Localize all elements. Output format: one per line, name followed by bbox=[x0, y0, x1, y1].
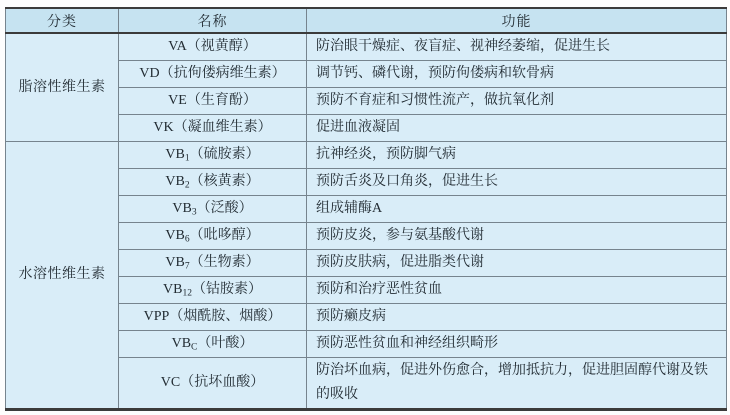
name-cell bbox=[119, 196, 307, 223]
name-cell bbox=[119, 142, 307, 169]
name-cell bbox=[119, 33, 307, 61]
vitamin-table bbox=[5, 7, 727, 411]
function-cell: 预防舌炎及口角炎，促进生长 bbox=[307, 169, 727, 196]
header-category: 分类 bbox=[6, 8, 119, 33]
vitamin-common-name: （吡哆醇） bbox=[189, 228, 260, 243]
vitamin-symbol: VB bbox=[165, 228, 185, 243]
vitamin-symbol: VB bbox=[165, 174, 185, 189]
table-header-row bbox=[6, 8, 727, 33]
function-cell: 抗神经炎，预防脚气病 bbox=[307, 142, 727, 169]
vitamin-subscript: 2 bbox=[184, 180, 190, 191]
name-cell bbox=[119, 115, 307, 142]
function-cell: 防治坏血病，促进外伤愈合，增加抵抗力，促进胆固醇代谢及铁的吸收 bbox=[307, 358, 727, 410]
vitamin-subscript: 6 bbox=[184, 234, 190, 245]
category-cell: 脂溶性维生素 bbox=[6, 33, 119, 142]
vitamin-symbol: VB bbox=[163, 282, 183, 297]
name-cell bbox=[119, 169, 307, 196]
name-cell bbox=[119, 61, 307, 88]
vitamin-common-name: （视黄醇） bbox=[186, 39, 257, 54]
vitamin-common-name: （生育酚） bbox=[186, 93, 257, 108]
vitamin-subscript: 1 bbox=[184, 153, 190, 164]
function-cell: 预防不育症和习惯性流产，做抗氧化剂 bbox=[307, 88, 727, 115]
vitamin-symbol: VE bbox=[168, 93, 187, 108]
vitamin-symbol: VD bbox=[139, 66, 160, 81]
name-cell bbox=[119, 304, 307, 331]
vitamin-symbol: VB bbox=[171, 336, 192, 351]
function-cell: 促进血液凝固 bbox=[307, 115, 727, 142]
vitamin-subscript: 12 bbox=[182, 288, 192, 299]
vitamin-common-name: （生物素） bbox=[189, 255, 260, 270]
function-cell: 组成辅酶A bbox=[307, 196, 727, 223]
vitamin-common-name: （抗坏血酸） bbox=[180, 375, 265, 390]
table-body bbox=[6, 33, 727, 410]
name-cell bbox=[119, 223, 307, 250]
vitamin-symbol: VC bbox=[160, 375, 181, 390]
vitamin-symbol: VB bbox=[165, 147, 185, 162]
vitamin-symbol: VK bbox=[153, 120, 174, 135]
function-cell: 防治眼干燥症、夜盲症、视神经萎缩，促进生长 bbox=[307, 33, 727, 61]
category-cell: 水溶性维生素 bbox=[6, 142, 119, 410]
vitamin-symbol: VPP bbox=[143, 309, 170, 324]
vitamin-common-name: （钴胺素） bbox=[191, 282, 262, 297]
vitamin-symbol: VB bbox=[165, 255, 185, 270]
vitamin-common-name: （凝血维生素） bbox=[173, 120, 272, 135]
table-row bbox=[6, 142, 727, 169]
function-cell: 预防皮肤病，促进脂类代谢 bbox=[307, 250, 727, 277]
name-cell bbox=[119, 88, 307, 115]
vitamin-subscript: 7 bbox=[184, 261, 190, 272]
name-cell bbox=[119, 331, 307, 358]
vitamin-subscript: C bbox=[191, 342, 198, 353]
header-name: 名称 bbox=[119, 8, 307, 33]
name-cell bbox=[119, 358, 307, 410]
function-cell: 预防恶性贫血和神经组织畸形 bbox=[307, 331, 727, 358]
function-cell: 预防皮炎，参与氨基酸代谢 bbox=[307, 223, 727, 250]
vitamin-common-name: （烟酰胺、烟酸） bbox=[169, 309, 282, 324]
name-cell bbox=[119, 277, 307, 304]
vitamin-common-name: （叶酸） bbox=[197, 336, 254, 351]
header-function: 功能 bbox=[307, 8, 727, 33]
vitamin-common-name: （抗佝偻病维生素） bbox=[159, 66, 286, 81]
vitamin-common-name: （硫胺素） bbox=[189, 147, 260, 162]
function-cell: 调节钙、磷代谢，预防佝偻病和软骨病 bbox=[307, 61, 727, 88]
function-cell: 预防癞皮病 bbox=[307, 304, 727, 331]
vitamin-subscript: 3 bbox=[191, 207, 197, 218]
table-row bbox=[6, 33, 727, 61]
vitamin-symbol: VB bbox=[172, 201, 192, 216]
function-cell: 预防和治疗恶性贫血 bbox=[307, 277, 727, 304]
vitamin-common-name: （核黄素） bbox=[189, 174, 260, 189]
name-cell bbox=[119, 250, 307, 277]
vitamin-common-name: （泛酸） bbox=[196, 201, 253, 216]
vitamin-symbol: VA bbox=[168, 39, 187, 54]
